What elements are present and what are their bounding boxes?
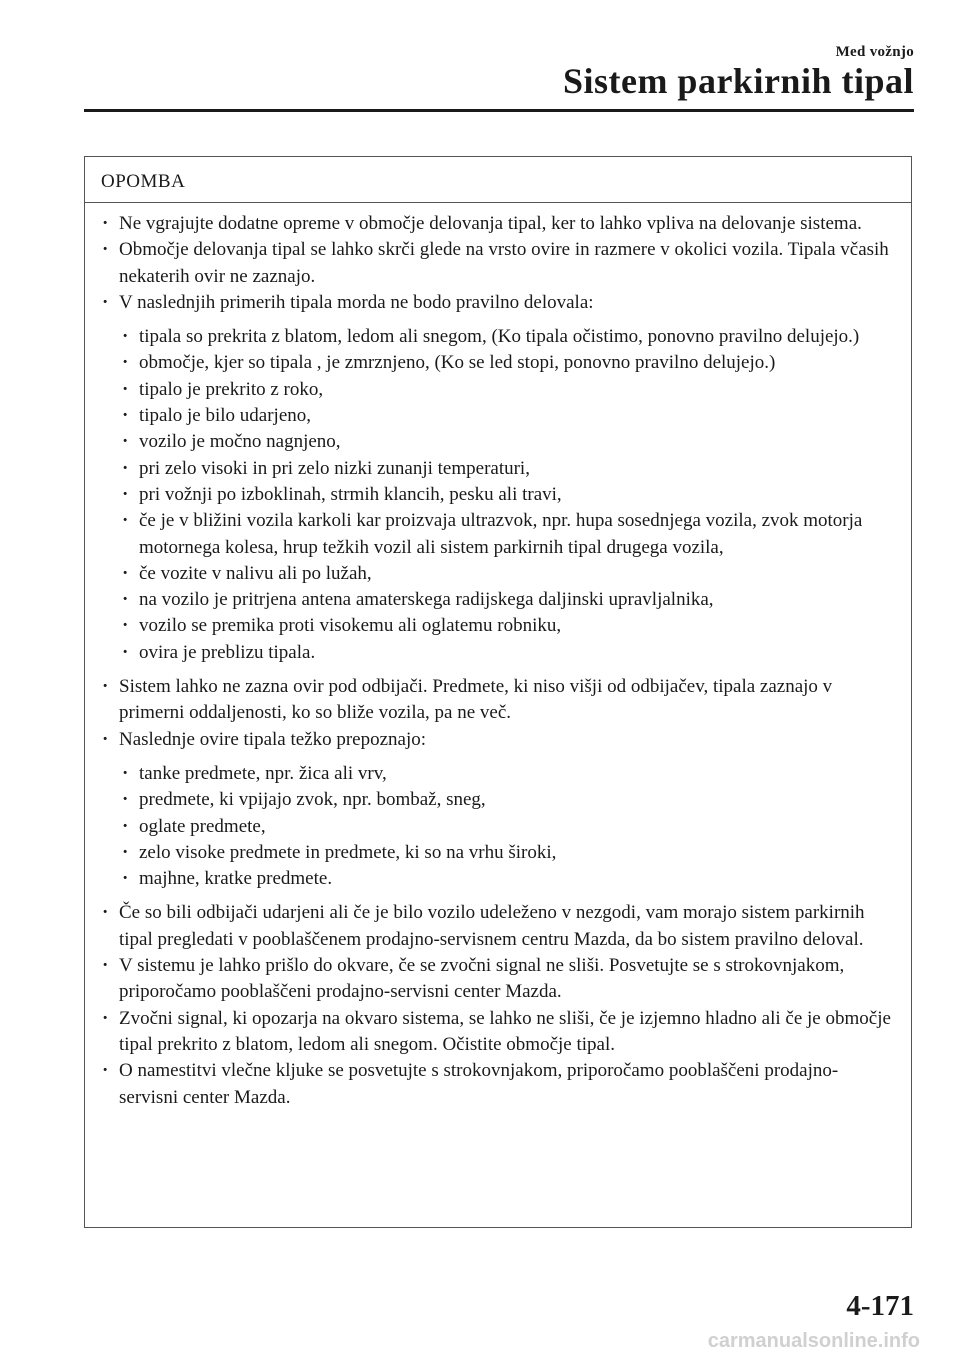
list-item: · Naslednje ovire tipala težko prepoznajo: — [99, 727, 897, 753]
sublist-item: · tanke predmete, npr. žica ali vrv, — [119, 761, 897, 787]
sublist-item: · pri zelo visoki in pri zelo nizki zunanji temperaturi, — [119, 456, 897, 482]
list-item: · Zvočni signal, ki opozarja na okvaro sistema, se lahko ne sliši, če je izjemno hladno ali če je območje tipal prekrito z blatom, ledom ali snegom. Očistite območje tipal. — [99, 1006, 897, 1059]
sublist-item: · tipala so prekrita z blatom, ledom ali snegom, (Ko tipala očistimo, ponovno pravilno delujejo.) — [119, 324, 897, 350]
sublist-item: · majhne, kratke predmete. — [119, 866, 897, 892]
sublist-item: · ovira je preblizu tipala. — [119, 640, 897, 666]
sublist-item: · na vozilo je pritrjena antena amaterskega radijskega daljinski upravljalnika, — [119, 587, 897, 613]
page-number: 4-171 — [846, 1290, 914, 1322]
sublist-item: · pri vožnji po izboklinah, strmih klancih, pesku ali travi, — [119, 482, 897, 508]
sublist-item: · tipalo je prekrito z roko, — [119, 377, 897, 403]
sublist-item: · tipalo je bilo udarjeno, — [119, 403, 897, 429]
list-item: · O namestitvi vlečne kljuke se posvetujte s strokovnjakom, priporočamo pooblaščeni prodajno-servisni center Mazda. — [99, 1058, 897, 1111]
note-body — [85, 203, 911, 1111]
list-item: · Če so bili odbijači udarjeni ali če je bilo vozilo udeleženo v nezgodi, vam morajo sistem parkirnih tipal pregledati v pooblaščenem prodajno-servisnem centru Mazda, da bo sistem pravilno deloval. — [99, 900, 897, 953]
sublist-item: · oglate predmete, — [119, 814, 897, 840]
sublist-item: · zelo visoke predmete in predmete, ki so na vrhu široki, — [119, 840, 897, 866]
section-label: Med vožnjo — [835, 44, 914, 60]
sublist-item: · če je v bližini vozila karkoli kar proizvaja ultrazvok, npr. hupa sosednjega vozila, zvok motorja motornega kolesa, hrup težkih vozil ali sistem parkirnih tipal drugega vozila, — [119, 508, 897, 561]
list-item: · V sistemu je lahko prišlo do okvare, če se zvočni signal ne sliši. Posvetujte se s strokovnjakom, priporočamo pooblaščeni prodajno-servisni center Mazda. — [99, 953, 897, 1006]
sublist-item: · vozilo je močno nagnjeno, — [119, 429, 897, 455]
sublist-item: · predmete, ki vpijajo zvok, npr. bombaž, sneg, — [119, 787, 897, 813]
obstacle-sublist — [99, 761, 897, 892]
condition-sublist — [99, 324, 897, 666]
watermark: carmanualsonline.info — [707, 1330, 920, 1352]
note-heading: OPOMBA — [85, 157, 911, 203]
list-item: · Območje delovanja tipal se lahko skrči glede na vrsto ovire in razmere v okolici vozila. Tipala včasih nekaterih ovir ne zaznajo. — [99, 237, 897, 290]
page-title: Sistem parkirnih tipal — [562, 61, 914, 101]
sublist-item: · območje, kjer so tipala , je zmrznjeno, (Ko se led stopi, ponovno pravilno delujejo.) — [119, 350, 897, 376]
header-divider — [84, 109, 914, 112]
list-item: · Ne vgrajujte dodatne opreme v območje delovanja tipal, ker to lahko vpliva na delovanje sistema. — [99, 211, 897, 237]
list-item: · Sistem lahko ne zazna ovir pod odbijači. Predmete, ki niso višji od odbijačev, tipala zaznajo v primerni oddaljenosti, ko so bliže vozila, pa ne več. — [99, 674, 897, 727]
sublist-item: · vozilo se premika proti visokemu ali oglatemu robniku, — [119, 613, 897, 639]
list-item: · V naslednjih primerih tipala morda ne bodo pravilno delovala: — [99, 290, 897, 316]
note-box — [84, 156, 912, 1228]
sublist-item: · če vozite v nalivu ali po lužah, — [119, 561, 897, 587]
